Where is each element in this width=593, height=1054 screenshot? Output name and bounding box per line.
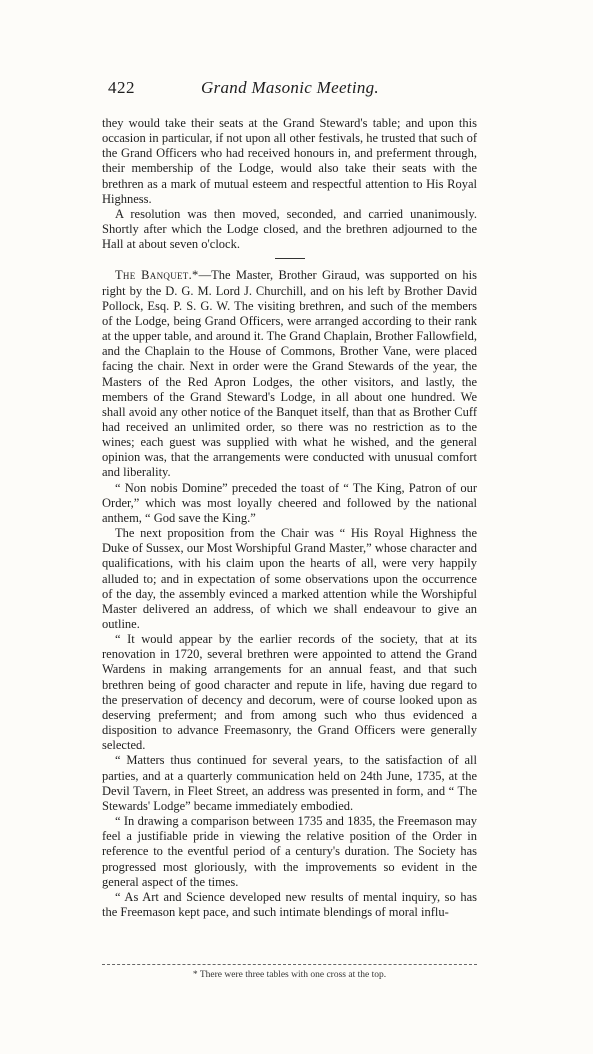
page-header (108, 78, 472, 102)
paragraph: A resolution was then moved, seconded, and carried unanimously. Shortly after which the Lodge closed, and the brethren adjourned to the Hall at about seven o'clock. (102, 206, 477, 252)
paragraph: The next proposition from the Chair was “ His Royal Highness the Duke of Sussex, our Most Worshipful Grand Master,” whose character and qualifications, with his claim upon the hearts of all, were very happily alluded to; and in expectation of some observations upon the occurrence of the day, the assembly evinced a marked attention while the Worshipful Master delivered an address, of which we shall endeavour to give an outline. (102, 526, 477, 631)
banquet-paragraph (102, 268, 477, 480)
banquet-text: —The Master, Brother Giraud, was supported on his right by the D. G. M. Lord J. Churchill, and on his left by Brother David Pollock, Esq. P. S. G. W. The visiting brethren, and such of the members of the Lodge, being Grand Officers, were arranged according to their rank at the upper table, and around it. The Grand Chaplain, Brother Fallowfield, and the Chaplain to the House of Commons, Brother Vane, were placed facing the chair. Next in order were the Grand Stewards of the year, the Masters of the Red Apron Lodges, the other visitors, and lastly, the members of the Grand Steward's Lodge, in all about one hundred. We shall avoid any other notice of the Banquet itself, than that as Brother Cuff had received an unlimited order, so there was no restriction as to the wines; each guest was supplied with what he wished, and the general opinion was, that the arrangements were conducted with unusual comfort and liberality. (102, 268, 478, 480)
paragraph: “ In drawing a comparison between 1735 and 1835, the Freemason may feel a justifiable pride in viewing the relative position of the Order in reference to the eventful period of a century's duration. The Society has progressed most gloriously, with the improvements so evident in the general aspect of the times. (102, 814, 477, 889)
footnote: * There were three tables with one cross at the top. (192, 970, 387, 980)
paragraph: “ It would appear by the earlier records of the society, that at its renovation in 1720, several brethren were appointed to attend the Grand Wardens in making arrangements for an annual feast, and that such brethren being of good character and repute in life, having due regard to the preservation of decency and decorum, were of course looked upon as deserving preferment; and from among such who thus evidenced a disposition to advance Freemasonry, the Grand Officers were generally selected. (102, 632, 477, 753)
paragraph: they would take their seats at the Grand Steward's table; and upon this occasion in particular, if not upon all other festivals, he trusted that such of the Grand Officers who had received honours in, and preferment through, their membership of the Lodge, would also take their seats with the brethren as a mark of mutual esteem and respectful attention to His Royal Highness. (102, 116, 477, 206)
footnote-rule (102, 964, 477, 965)
section-separator (275, 258, 305, 259)
paragraph: “ As Art and Science developed new results of mental inquiry, so has the Freemason kept pace, and such intimate blendings of moral influ- (102, 889, 477, 919)
page-number: 422 (108, 78, 135, 97)
paragraph: “ Matters thus continued for several years, to the satisfaction of all parties, and at a quarterly communication held on 24th June, 1735, at the Devil Tavern, in Fleet Street, an address was presented in form, and “ The Stewards' Lodge” became immediately embodied. (102, 753, 477, 813)
running-title: Grand Masonic Meeting. (201, 78, 379, 97)
body-text (102, 116, 477, 920)
banquet-heading: The Banquet.* (115, 268, 199, 283)
paragraph: “ Non nobis Domine” preceded the toast of “ The King, Patron of our Order,” which was most loyally cheered and followed by the national anthem, “ God save the King.” (102, 480, 477, 525)
